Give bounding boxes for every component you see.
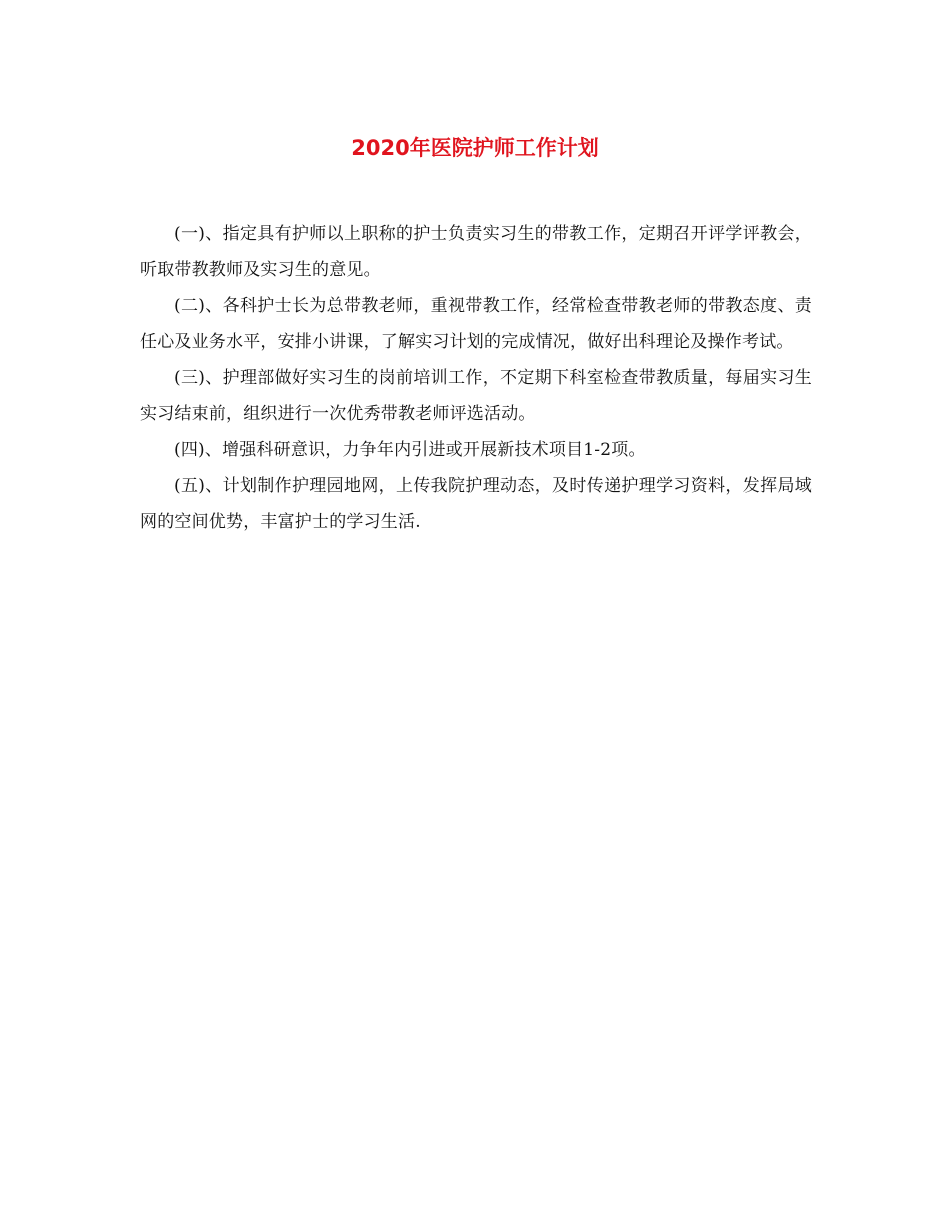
paragraph-4: (四)、增强科研意识，力争年内引进或开展新技术项目1-2项。 (174, 440, 646, 460)
paragraph-5: (五)、计划制作护理园地网，上传我院护理动态，及时传递护理学习资料，发挥局域网的空间优势，丰富护士的学习生活. (140, 476, 812, 532)
document-title: 2020年医院护师工作计划 (351, 136, 599, 160)
paragraph-3: (三)、护理部做好实习生的岗前培训工作，不定期下科室检查带教质量，每届实习生实习结束前，组织进行一次优秀带教老师评选活动。 (140, 368, 812, 424)
paragraph-2: (二)、各科护士长为总带教老师，重视带教工作，经常检查带教老师的带教态度、责任心及业务水平，安排小讲课，了解实习计划的完成情况，做好出科理论及操作考试。 (140, 296, 812, 352)
document-body (140, 216, 812, 540)
paragraph-1: (一)、指定具有护师以上职称的护士负责实习生的带教工作，定期召开评学评教会，听取带教教师及实习生的意见。 (140, 224, 812, 280)
